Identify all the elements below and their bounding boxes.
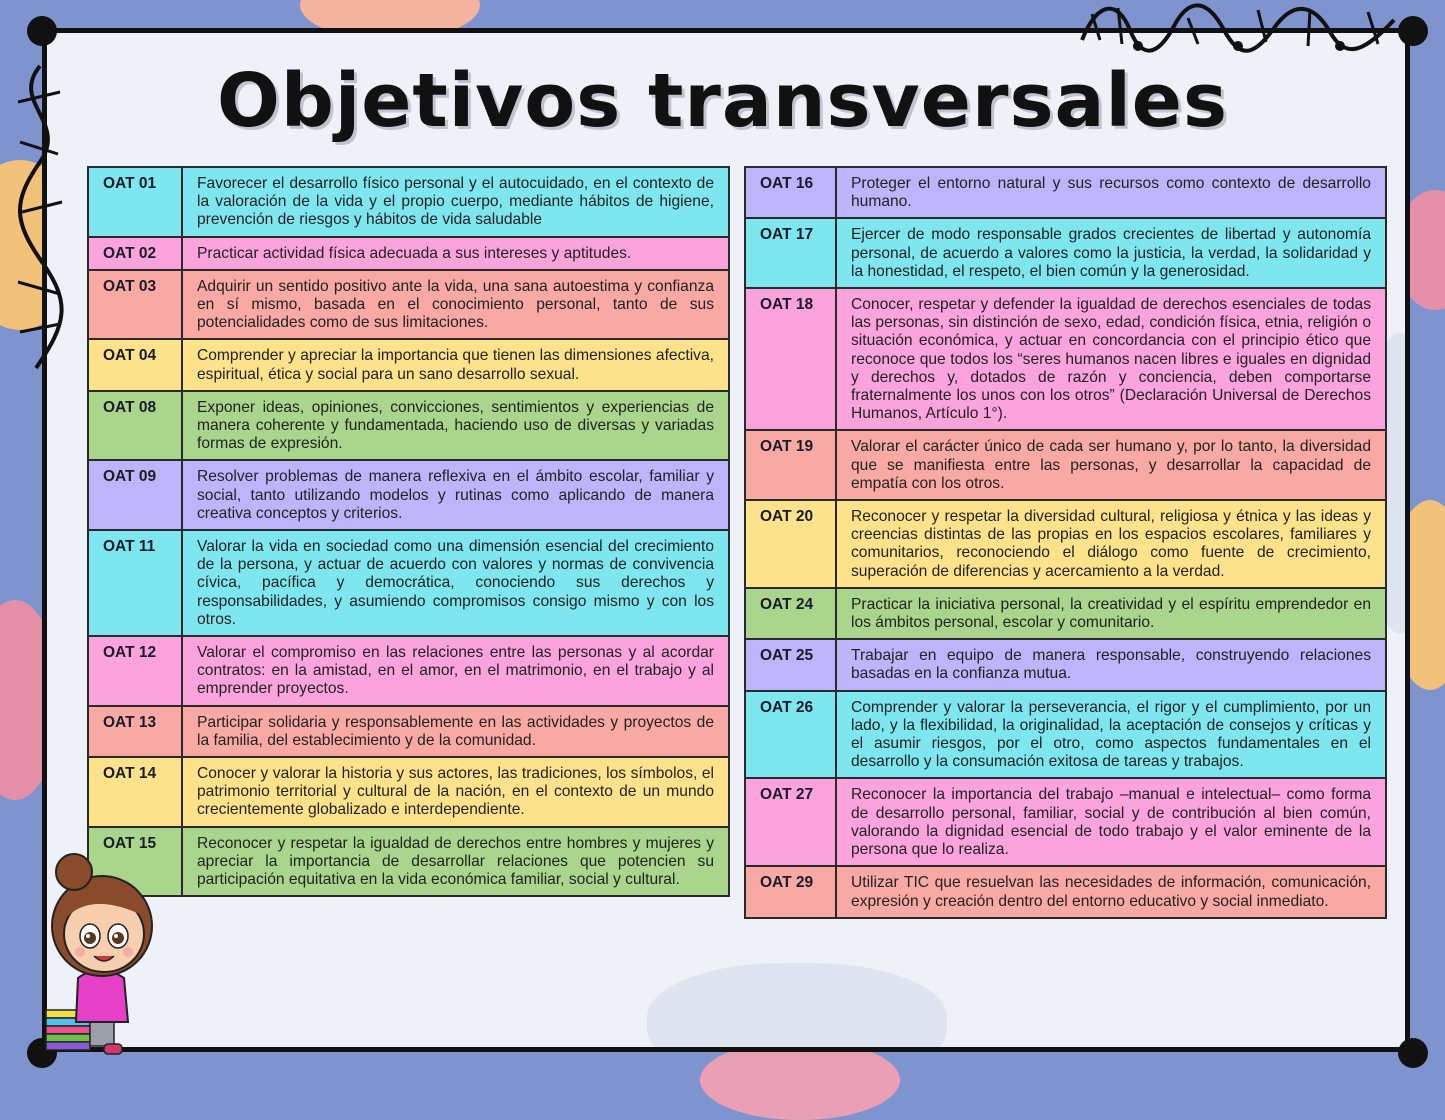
oat-code: OAT 18 — [745, 288, 836, 430]
oat-table-left — [87, 166, 730, 897]
oat-code: OAT 29 — [745, 866, 836, 917]
oat-code: OAT 01 — [88, 167, 182, 237]
oat-code: OAT 24 — [745, 588, 836, 639]
oat-description: Favorecer el desarrollo físico personal y el autocuidado, en el contexto de la valoración de la vida y el propio cuerpo, mediante hábitos de higiene, prevención de riesgos y hábitos de vida saludable — [182, 167, 729, 237]
oat-row — [745, 218, 1386, 288]
oat-row — [88, 757, 729, 827]
oat-code: OAT 12 — [88, 636, 182, 706]
oat-code: OAT 11 — [88, 530, 182, 636]
oat-description: Practicar actividad física adecuada a sus intereses y aptitudes. — [182, 237, 729, 270]
oat-code: OAT 04 — [88, 339, 182, 390]
oat-code: OAT 02 — [88, 237, 182, 270]
oat-row — [88, 167, 729, 237]
oat-row — [88, 460, 729, 530]
squiggle-doodle — [1078, 0, 1398, 56]
oat-code: OAT 20 — [745, 500, 836, 588]
oat-description: Utilizar TIC que resuelvan las necesidades de información, comunicación, expresión y creación dentro del entorno educativo y social inmediato. — [836, 866, 1386, 917]
background-blob — [700, 1040, 900, 1120]
oat-description: Exponer ideas, opiniones, convicciones, sentimientos y experiencias de manera coherente y fundamentada, haciendo uso de diversas y variadas formas de expresión. — [182, 391, 729, 461]
oat-row — [88, 339, 729, 390]
oat-description: Valorar el compromiso en las relaciones entre las personas y al acordar contratos: en la amistad, en el amor, en el matrimonio, en el trabajo y al emprender proyectos. — [182, 636, 729, 706]
oat-code: OAT 26 — [745, 691, 836, 779]
oat-code: OAT 08 — [88, 391, 182, 461]
oat-description: Comprender y valorar la perseverancia, el rigor y el cumplimiento, por un lado, y la flexibilidad, la originalidad, la aceptación de consejos y críticas y el asumir riesgos, por el otro, como aspectos fundamentales en el desarrollo y la consumación exitosa de tareas y trabajos. — [836, 691, 1386, 779]
oat-code: OAT 17 — [745, 218, 836, 288]
oat-row — [88, 636, 729, 706]
oat-description: Reconocer y respetar la igualdad de derechos entre hombres y mujeres y apreciar la importancia de desarrollar relaciones que potencien su participación equitativa en la vida económica familiar, social y cultural. — [182, 827, 729, 897]
oat-description: Ejercer de modo responsable grados crecientes de libertad y autonomía personal, de acuerdo a valores como la justicia, la verdad, la solidaridad y la honestidad, el respeto, el bien común y la generosidad. — [836, 218, 1386, 288]
oat-table-right — [744, 166, 1387, 919]
girl-with-books-illustration — [20, 850, 160, 1060]
oat-row — [745, 167, 1386, 218]
corner-dot — [27, 16, 57, 46]
oat-code: OAT 16 — [745, 167, 836, 218]
oat-row — [745, 866, 1386, 917]
oat-row — [88, 391, 729, 461]
oat-row — [88, 706, 729, 757]
oat-description: Adquirir un sentido positivo ante la vida, una sana autoestima y confianza en sí mismo, basada en el conocimiento personal, tanto de sus potencialidades como de sus limitaciones. — [182, 270, 729, 340]
oat-description: Valorar el carácter único de cada ser humano y, por lo tanto, la diversidad que se manifiesta entre las personas, y desarrollar la capacidad de empatía con los otros. — [836, 430, 1386, 500]
corner-dot — [1398, 16, 1428, 46]
oat-description: Practicar la iniciativa personal, la creatividad y el espíritu emprendedor en los ámbitos personal, escolar y comunitario. — [836, 588, 1386, 639]
oat-description: Conocer y valorar la historia y sus actores, las tradiciones, los símbolos, el patrimonio territorial y cultural de la nación, en el contexto de un mundo crecientemente globalizado e interdependiente. — [182, 757, 729, 827]
oat-description: Proteger el entorno natural y sus recursos como contexto de desarrollo humano. — [836, 167, 1386, 218]
oat-description: Trabajar en equipo de manera responsable, construyendo relaciones basadas en la confianza mutua. — [836, 639, 1386, 690]
page-title: Objetivos transversales — [216, 58, 1229, 144]
oat-row — [745, 778, 1386, 866]
oat-code: OAT 14 — [88, 757, 182, 827]
oat-row — [745, 430, 1386, 500]
oat-row — [745, 639, 1386, 690]
oat-code: OAT 25 — [745, 639, 836, 690]
oat-code: OAT 09 — [88, 460, 182, 530]
frame-blob — [647, 963, 947, 1052]
oat-code: OAT 13 — [88, 706, 182, 757]
oat-row — [745, 288, 1386, 430]
oat-row — [88, 237, 729, 270]
oat-code: OAT 19 — [745, 430, 836, 500]
oat-row — [745, 588, 1386, 639]
oat-row — [745, 500, 1386, 588]
oat-code: OAT 03 — [88, 270, 182, 340]
oat-code: OAT 27 — [745, 778, 836, 866]
oat-description: Reconocer y respetar la diversidad cultural, religiosa y étnica y las ideas y creencias distintas de las propias en los espacios escolares, familiares y comunitarios, reconociendo el diálogo como fuente de crecimiento, superación de diferencias y acercamiento a la verdad. — [836, 500, 1386, 588]
oat-row — [88, 827, 729, 897]
corner-dot — [1398, 1038, 1428, 1068]
oat-description: Valorar la vida en sociedad como una dimensión esencial del crecimiento de la persona, y actuar de acuerdo con valores y normas de convivencia cívica, pacífica y democrática, conociendo sus derechos y responsabilidades, y asumiendo compromisos consigo mismo y con los otros. — [182, 530, 729, 636]
oat-row — [88, 270, 729, 340]
oat-row — [745, 691, 1386, 779]
oat-code: OAT 15 — [88, 827, 182, 897]
oat-description: Resolver problemas de manera reflexiva en el ámbito escolar, familiar y social, tanto utilizando modelos y rutinas como aplicando de manera creativa conceptos y criterios. — [182, 460, 729, 530]
oat-description: Conocer, respetar y defender la igualdad de derechos esenciales de todas las personas, sin distinción de sexo, edad, condición física, etnia, religión o situación económica, y actuar en concordancia con el principio ético que reconoce que todos los “seres humanos nacen libres e iguales en dignidad y derechos y, dotados de razón y conciencia, deben comportarse fraternalmente los unos con los otros” (Declaración Universal de Derechos Humanos, Artículo 1°). — [836, 288, 1386, 430]
oat-description: Participar solidaria y responsablemente en las actividades y proyectos de la familia, del establecimiento y de la comunidad. — [182, 706, 729, 757]
oat-description: Comprender y apreciar la importancia que tienen las dimensiones afectiva, espiritual, ética y social para un sano desarrollo sexual. — [182, 339, 729, 390]
oat-description: Reconocer la importancia del trabajo –manual e intelectual– como forma de desarrollo personal, familiar, social y de contribución al bien común, valorando la dignidad esencial de todo trabajo y el valor eminente de la persona que lo realiza. — [836, 778, 1386, 866]
oat-row — [88, 530, 729, 636]
